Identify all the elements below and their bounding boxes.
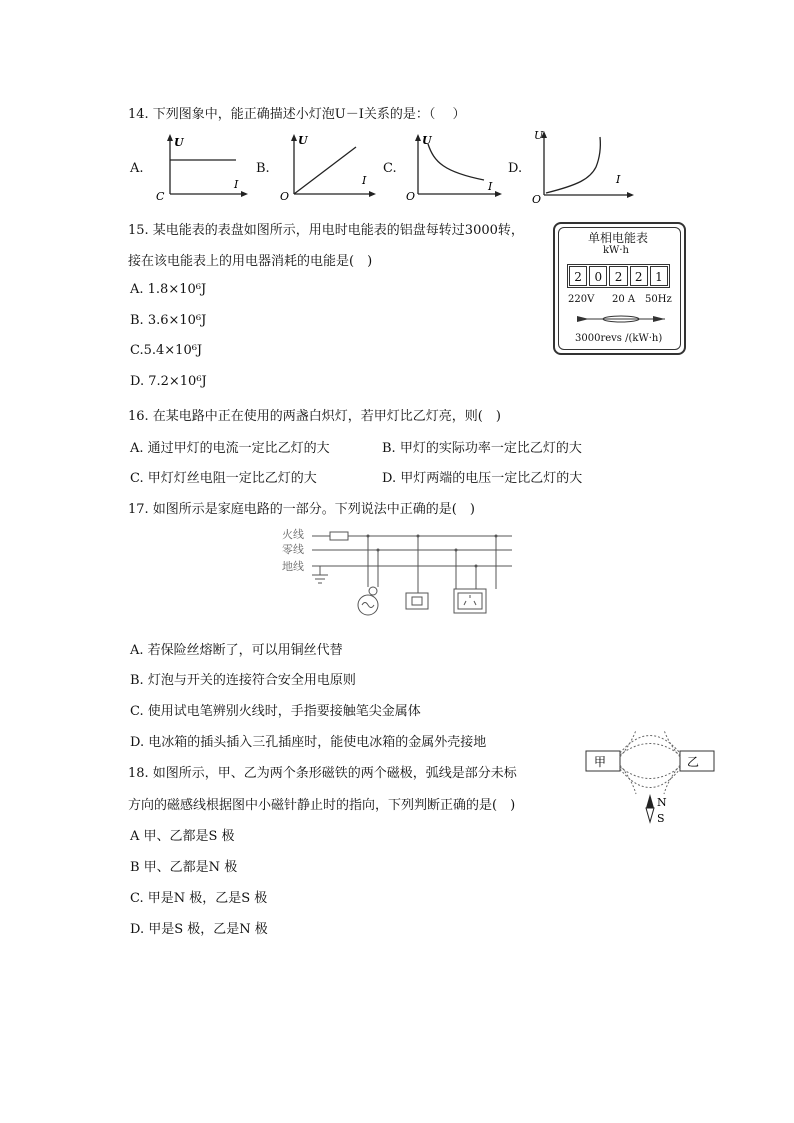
q17-option-c: C. 使用试电笔辨别火线时，手指要接触笔尖金属体 xyxy=(130,704,421,719)
q15-option-b: B. 3.6×10⁶J xyxy=(130,313,207,328)
needle-s-label: S xyxy=(657,812,665,825)
q15-option-a: A. 1.8×10⁶J xyxy=(130,282,207,297)
needle-n-label: N xyxy=(657,796,667,809)
meter-digit: 2 xyxy=(630,266,648,286)
q17-option-a: A. 若保险丝熔断了，可以用铜丝代替 xyxy=(130,643,343,658)
electric-meter xyxy=(553,222,686,355)
q14-graph-d xyxy=(528,127,638,205)
meter-digit: 1 xyxy=(650,266,668,286)
q14-a-y-label: U xyxy=(174,136,184,149)
meter-revs: 3000revs /(kW·h) xyxy=(575,333,663,344)
q18-option-b: B 甲、乙都是N 极 xyxy=(130,860,238,875)
q14-option-c-letter: C. xyxy=(383,161,397,176)
meter-disc-icon xyxy=(575,312,667,326)
q18-option-a: A 甲、乙都是S 极 xyxy=(130,829,235,844)
q14-graph-b xyxy=(276,132,376,202)
q16-stem: 16. 在某电路中正在使用的两盏白炽灯，若甲灯比乙灯亮，则( ) xyxy=(128,409,501,424)
q18-stem-line2: 方向的磁感线根据图中小磁针静止时的指向，下列判断正确的是( ) xyxy=(128,798,516,813)
meter-digits xyxy=(567,264,670,288)
q14-option-b-letter: B. xyxy=(256,161,270,176)
meter-unit: kW·h xyxy=(603,245,629,256)
q14-d-origin-label: O xyxy=(532,193,542,205)
q14-b-x-label: I xyxy=(362,174,367,187)
q14-c-x-label: I xyxy=(488,180,493,193)
switch-icon xyxy=(406,593,428,609)
meter-voltage: 220V xyxy=(568,294,595,305)
household-circuit-diagram xyxy=(278,525,518,621)
q17-stem: 17. 如图所示是家庭电路的一部分。下列说法中正确的是( ) xyxy=(128,502,475,517)
q16-option-b: B. 甲灯的实际功率一定比乙灯的大 xyxy=(382,441,582,456)
q16-option-c: C. 甲灯灯丝电阻一定比乙灯的大 xyxy=(130,471,317,486)
magnet-field-diagram xyxy=(584,728,716,828)
q18-option-c: C. 甲是N 极，乙是S 极 xyxy=(130,891,268,906)
magnet-left-label: 甲 xyxy=(594,755,607,769)
q14-option-a-letter: A. xyxy=(130,161,144,176)
q16-option-d: D. 甲灯两端的电压一定比乙灯的大 xyxy=(382,471,583,486)
compass-needle-north-icon xyxy=(646,794,654,808)
q14-option-d-letter: D. xyxy=(508,161,523,176)
compass-needle-south-icon xyxy=(646,808,654,822)
q14-graph-a xyxy=(148,132,248,202)
q14-c-y-label: U xyxy=(422,134,432,147)
q15-option-d: D. 7.2×10⁶J xyxy=(130,374,207,389)
q18-option-d: D. 甲是S 极，乙是N 极 xyxy=(130,922,268,937)
q14-d-y-label: U xyxy=(534,129,544,142)
q15-stem-line1: 15. 某电能表的表盘如图所示，用电时电能表的铝盘每转过3000转， xyxy=(128,223,524,238)
live-wire-label: 火线 xyxy=(282,528,304,541)
q14-a-origin-label: C xyxy=(156,190,165,202)
q18-stem-line1: 18. 如图所示，甲、乙为两个条形磁铁的两个磁极，弧线是部分未标 xyxy=(128,766,517,781)
meter-title: 单相电能表 xyxy=(588,231,649,245)
meter-frequency: 50Hz xyxy=(645,294,672,305)
q14-c-origin-label: O xyxy=(406,190,416,202)
meter-digit: 2 xyxy=(609,266,627,286)
q14-a-x-label: I xyxy=(234,178,239,191)
meter-digit: 2 xyxy=(569,266,587,286)
q15-option-c: C.5.4×10⁶J xyxy=(130,343,203,358)
q16-option-a: A. 通过甲灯的电流一定比乙灯的大 xyxy=(130,441,330,456)
q17-option-d: D. 电冰箱的插头插入三孔插座时，能使电冰箱的金属外壳接地 xyxy=(130,735,487,750)
q14-b-y-label: U xyxy=(298,134,308,147)
q14-b-origin-label: O xyxy=(280,190,290,202)
q17-option-b: B. 灯泡与开关的连接符合安全用电原则 xyxy=(130,673,356,688)
meter-current: 20 A xyxy=(612,294,636,305)
q15-stem-line2: 接在该电能表上的用电器消耗的电能是( ) xyxy=(128,254,373,269)
q14-graph-c xyxy=(402,132,502,202)
q14-d-x-label: I xyxy=(616,173,621,186)
meter-digit: 0 xyxy=(589,266,607,286)
ground-wire-label: 地线 xyxy=(282,560,304,573)
magnet-right-label: 乙 xyxy=(687,755,700,769)
q14-stem: 14. 下列图象中，能正确描述小灯泡U－I关系的是：（ ） xyxy=(128,107,466,122)
neutral-wire-label: 零线 xyxy=(282,543,304,556)
